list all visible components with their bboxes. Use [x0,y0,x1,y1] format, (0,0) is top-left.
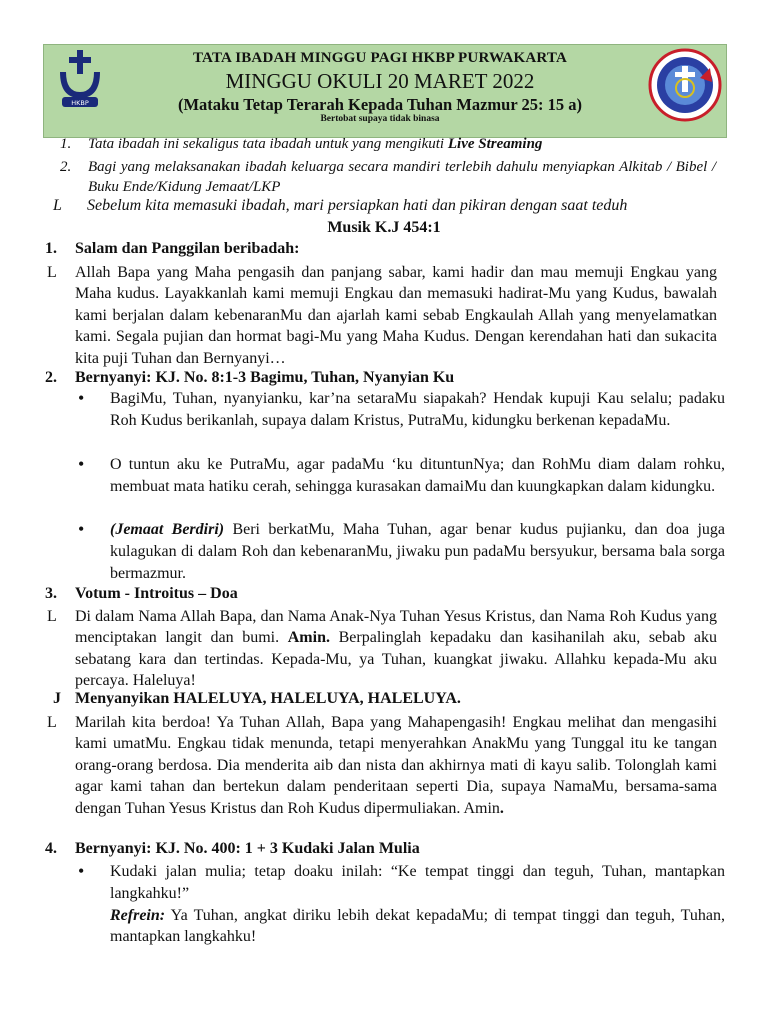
response-text: Menyanyikan HALELUYA, HALELUYA, HALELUYA. [75,690,461,707]
section-title: Bernyanyi: KJ. No. 8:1-3 Bagimu, Tuhan, Nyanyian Ku [75,369,455,386]
header-subtheme: Bertobat supaya tidak binasa [320,114,440,124]
refrein-text: Ya Tuhan, angkat diriku lebih dekat kepadaMu; di tempat tinggi dan teguh, Tuhan, mantapkan langkahku! [110,906,725,946]
verse-text: Beri berkatMu, Maha Tuhan, agar benar kudus pujianku, dan doa juga kulagukan di dalam Roh dan kebenaranMu, jiwaku pun padaMu bersyukur, bersama bala sorga bermazmur. [110,521,726,582]
verse-text: Kudaki jalan mulia; tetap doaku inilah: “Ke tempat tinggi dan teguh, Tuhan, mantapkan langkahku!” [110,863,725,902]
logo-left-text: HKBP [71,99,89,107]
note-number: 2. [60,159,72,175]
section-3-text [47,606,717,692]
header-title-church: TATA IBADAH MINGGU PAGI HKBP PURWAKARTA [192,50,568,66]
section-title: Votum - Introitus – Doa [75,585,238,602]
intro-text: Sebelum kita memasuki ibadah, mari persiapkan hati dan pikiran dengan saat teduh [87,197,628,214]
votum-text: Di dalam Nama Allah Bapa, dan Nama Anak-Nya Tuhan Yesus Kristus, dan Nama Roh Kudus yang menciptakan langit dan bumi. [75,608,717,647]
header-title-date: MINGGU OKULI 20 MARET 2022 [225,69,535,93]
note-2 [60,157,716,197]
amin-text: Amin. [287,629,330,647]
liturgist-mark: L [47,264,57,281]
congregation-mark: J [53,690,61,707]
song-verse [75,388,725,432]
header-theme: (Mataku Tetap Terarah Kepada Tuhan Mazmur 25: 15 a) [177,95,582,114]
prayer-body: Marilah kita berdoa! Ya Tuhan Allah, Bapa yang Mahapengasih! Engkau melihat dan mengasihi kami umatMu. Engkau tidak menunda, tetapi menyerahkan AnakMu yang Tunggal itu ke tangan orang-orang berdosa. Dia menderita aib dan nista dan akhirnya mati di kayu salib. Tolonglah kami agar kami tahan dan bertekun dalam penderitaan seperti Dia, supaya NamaMu, bersama-sama dengan Tuhan Yesus Kristus dan Roh Kudus dipermuliakan. Amin [75,714,717,817]
liturgist-mark: L [47,714,57,731]
bullet-icon: • [78,861,85,881]
song-verse [75,861,725,948]
section-title: Salam dan Panggilan beribadah: [75,240,300,257]
note-text: Bagi yang melaksanakan ibadah keluarga secara mandiri terlebih dahulu menyiapkan Alkitab / Bibel / Buku Ende/Kidung Jemaat/LKP [88,159,716,195]
section-number: 4. [45,840,57,857]
section-1-text [47,262,717,369]
section-title: Bernyanyi: KJ. No. 400: 1 + 3 Kudaki Jalan Mulia [75,840,420,857]
section-number: 3. [45,585,57,602]
song-verse [75,454,725,498]
verse-text: O tuntun aku ke PutraMu, agar padaMu ‘ku dituntunNya; dan RohMu diam dalam rohku, membuat mata hatiku cerah, sehingga kurasakan damaiMu dan kuungkapkan dalam kidungku. [110,456,725,495]
prayer-text [47,712,717,819]
bullet-icon: • [78,388,85,408]
hkbp-cross-logo [52,48,108,110]
note-text: Tata ibadah ini sekaligus tata ibadah untuk yang mengikuti [88,136,448,152]
bullet-icon: • [78,519,85,539]
note-number: 1. [60,136,72,152]
church-seal-logo [648,48,722,122]
introitus-text: Berpalinglah kepadaku dan kasihanilah aku, sebab aku sebatang kara dan tertindas. Kepada-Mu, ya Tuhan, kuangkat jiwaku. Allahku kepada-Mu aku percaya. Haleluya! [75,629,717,690]
liturgist-mark: L [53,197,62,214]
live-streaming-text: Live Streaming [447,136,543,152]
prayer-end: . [499,799,504,817]
section-number: 2. [45,369,57,386]
refrein-label: Refrein: [110,906,166,924]
paragraph-text: Allah Bapa yang Maha pengasih dan panjang sabar, kami hadir dan mau memuji Engkau yang Maha kudus. Layakkanlah kami memuji Engkau dan memasuki hadirat-Mu yang Kudus, bawalah kami berjalan dalam kebenaranMu dan ajarlah kami sebab Engkaulah Allah yang menyelamatkan kami. Segala pujian dan hormat bagi-Mu yang Maha Kudus. Dengan kerendahan hati dan sukacita kita puji Tuhan dan Bernyanyi… [75,264,717,367]
verse-text: BagiMu, Tuhan, nyanyianku, kar’na setaraMu siapakah? Hendak kupuji Kau selalu; padaku Roh Kudus berikanlah, supaya dalam Kristus, PutraMu, kidungku berkenan kepadaMu. [110,390,725,429]
section-number: 1. [45,240,57,257]
note-1 [60,134,716,154]
bullet-icon: • [78,454,85,474]
music-title: Musik K.J 454:1 [327,219,441,236]
song-verse [75,519,725,584]
liturgist-mark: L [47,608,57,625]
congregation-stand-note: (Jemaat Berdiri) [110,521,225,538]
